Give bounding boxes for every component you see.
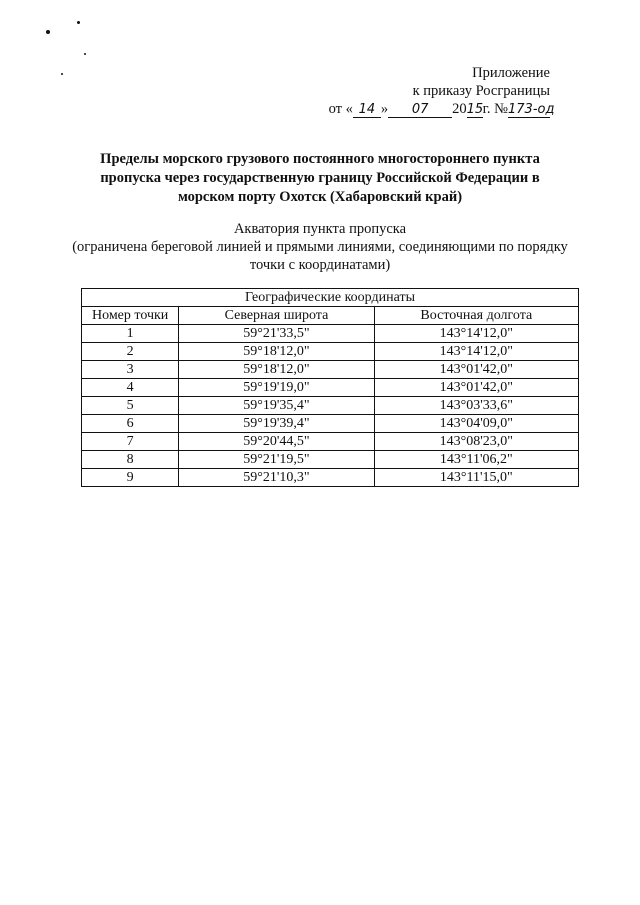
cell-latitude: 59°18'12,0"	[179, 343, 374, 361]
subtitle-description-continued: точки с координатами)	[249, 257, 391, 273]
table-row	[82, 433, 579, 451]
table-row	[82, 469, 579, 487]
cell-latitude: 59°21'10,3"	[179, 469, 374, 487]
cell-longitude: 143°14'12,0"	[374, 343, 578, 361]
table-group-header: Географические координаты	[82, 289, 579, 307]
order-number: 173-од	[508, 102, 555, 117]
cell-latitude: 59°19'35,4"	[179, 397, 374, 415]
cell-point-number: 4	[82, 379, 179, 397]
table-row	[82, 343, 579, 361]
cell-latitude: 59°21'33,5"	[179, 325, 374, 343]
order-prefix: от «	[328, 101, 353, 117]
cell-longitude: 143°11'15,0"	[374, 469, 578, 487]
order-day: 14	[353, 102, 381, 118]
table-row	[82, 325, 579, 343]
cell-latitude: 59°19'39,4"	[179, 415, 374, 433]
cell-point-number: 9	[82, 469, 179, 487]
cell-latitude: 59°20'44,5"	[179, 433, 374, 451]
order-quote-close: »	[380, 101, 389, 117]
table-row	[82, 415, 579, 433]
cell-longitude: 143°01'42,0"	[374, 379, 578, 397]
cell-point-number: 3	[82, 361, 179, 379]
column-header-latitude: Северная широта	[179, 307, 374, 325]
table-row	[82, 361, 579, 379]
order-number-prefix: г. №	[482, 101, 508, 117]
cell-point-number: 8	[82, 451, 179, 469]
column-header-point: Номер точки	[82, 307, 179, 325]
cell-point-number: 6	[82, 415, 179, 433]
order-year-prefix: 20	[452, 101, 467, 117]
scan-speck	[84, 53, 86, 55]
cell-longitude: 143°03'33,6"	[374, 397, 578, 415]
cell-point-number: 5	[82, 397, 179, 415]
appendix-label: Приложение	[472, 65, 550, 81]
cell-latitude: 59°19'19,0"	[179, 379, 374, 397]
order-year-suffix: 15	[466, 102, 484, 117]
column-header-longitude: Восточная долгота	[374, 307, 578, 325]
order-month: 07	[388, 102, 452, 118]
order-date-number	[328, 100, 555, 118]
subtitle-heading: Акватория пункта пропуска	[233, 221, 407, 237]
table-row	[82, 451, 579, 469]
table-header-row	[82, 307, 579, 325]
cell-longitude: 143°08'23,0"	[374, 433, 578, 451]
subtitle-description: (ограничена береговой линией и прямыми линиями, соединяющими по порядку	[72, 239, 568, 255]
cell-point-number: 2	[82, 343, 179, 361]
cell-longitude: 143°04'09,0"	[374, 415, 578, 433]
coordinates-table	[81, 288, 579, 487]
cell-point-number: 7	[82, 433, 179, 451]
appendix-order-ref: к приказу Росграницы	[412, 83, 550, 99]
appendix-header	[328, 64, 555, 118]
cell-longitude: 143°11'06,2"	[374, 451, 578, 469]
table-row	[82, 397, 579, 415]
scan-speck	[46, 30, 50, 34]
document-subtitle	[40, 220, 600, 274]
scan-speck	[61, 73, 63, 75]
cell-longitude: 143°01'42,0"	[374, 361, 578, 379]
table-row	[82, 379, 579, 397]
cell-point-number: 1	[82, 325, 179, 343]
cell-latitude: 59°18'12,0"	[179, 361, 374, 379]
scan-speck	[77, 21, 80, 24]
table-group-header-row	[82, 289, 579, 307]
cell-latitude: 59°21'19,5"	[179, 451, 374, 469]
document-title: Пределы морского грузового постоянного многостороннего пункта пропуска через государственную границу Российской Федерации в морском порту Охотск (Хабаровский край)	[100, 151, 540, 205]
cell-longitude: 143°14'12,0"	[374, 325, 578, 343]
